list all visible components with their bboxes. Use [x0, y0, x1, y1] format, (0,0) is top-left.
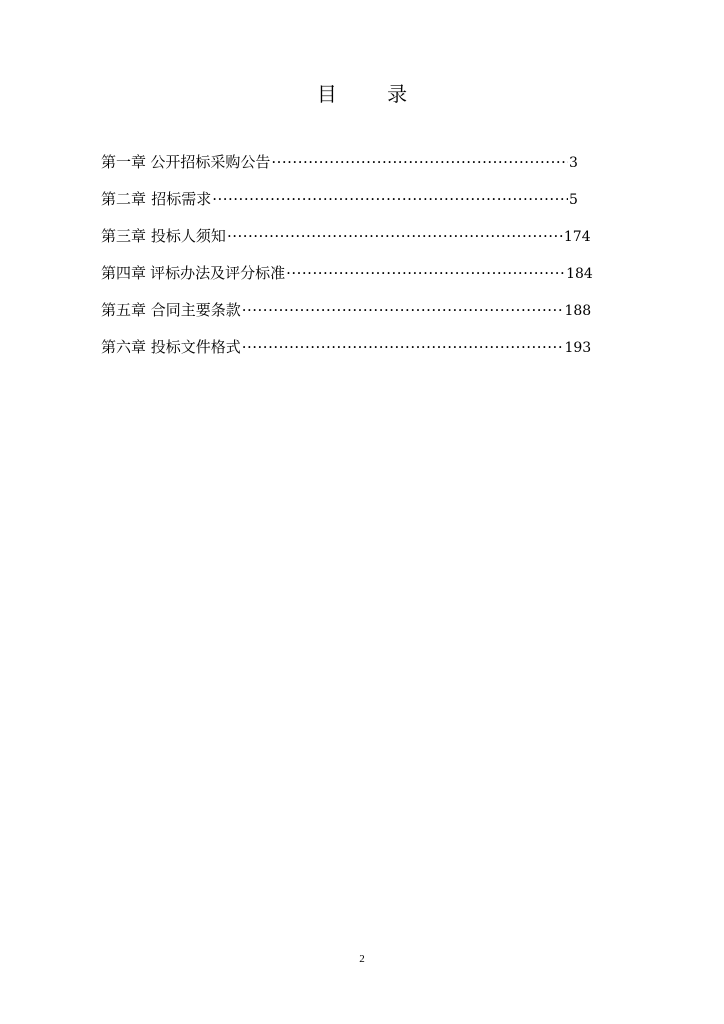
toc-page-number: 5 — [569, 192, 578, 208]
toc-title: 目 录 — [316, 82, 430, 106]
toc-entry[interactable] — [101, 151, 577, 188]
toc-chapter-label: 第六章 — [101, 338, 147, 356]
toc-section-name: 评标办法及评分标准 — [150, 264, 286, 282]
toc-section-name: 招标需求 — [151, 190, 212, 208]
toc-chapter-label: 第一章 — [101, 153, 147, 171]
toc-dot-leader — [227, 225, 563, 247]
toc-dot-leader — [242, 299, 564, 321]
page-number: 2 — [359, 953, 365, 965]
toc-entry[interactable] — [101, 188, 577, 225]
toc-entry[interactable] — [101, 262, 593, 299]
toc-section-name: 投标人须知 — [150, 227, 226, 245]
toc-dot-leader — [271, 151, 568, 173]
toc-chapter-label: 第五章 — [101, 301, 147, 319]
toc-page-number: 3 — [569, 155, 578, 171]
toc-page-number: 184 — [566, 266, 593, 282]
toc-section-name: 投标文件格式 — [150, 338, 241, 356]
toc-dot-leader — [242, 336, 564, 358]
toc-page-number: 174 — [563, 229, 591, 245]
toc-chapter-label: 第四章 — [101, 264, 147, 282]
toc-dot-leader — [212, 188, 568, 210]
toc-page-number: 188 — [564, 303, 592, 319]
toc-chapter-label: 第三章 — [101, 227, 147, 245]
toc-chapter-label: 第二章 — [101, 190, 147, 208]
toc-dot-leader — [286, 262, 565, 284]
toc-entry[interactable] — [101, 225, 591, 262]
toc-entry[interactable] — [101, 336, 592, 373]
toc-page-number: 193 — [564, 340, 592, 356]
toc-section-name: 合同主要条款 — [150, 301, 241, 319]
toc-list — [101, 151, 593, 373]
toc-entry[interactable] — [101, 299, 592, 336]
toc-section-name: 公开招标采购公告 — [150, 153, 271, 171]
